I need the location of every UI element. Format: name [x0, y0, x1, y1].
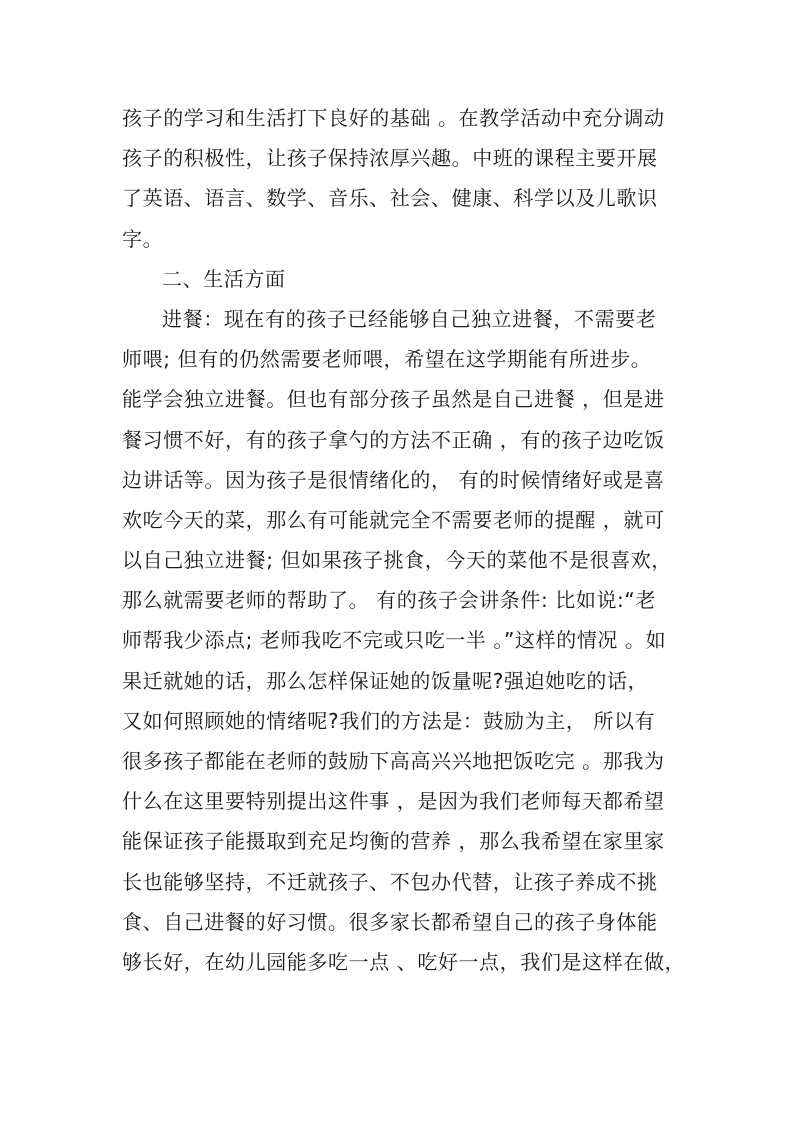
text-line: 餐习惯不好，有的孩子拿勺的方法不正确 ，有的孩子边吃饭 [122, 427, 665, 452]
text-line: 够长好，在幼儿园能多吃一点 、吃好一点，我们是这样在做， [122, 949, 686, 974]
text-line: 师喂; 但有的仍然需要老师喂，希望在这学期能有所进步。 [122, 347, 652, 372]
text-line: 又如何照顾她的情绪呢?我们的方法是：鼓励为主， 所以有 [122, 708, 656, 733]
text-line: 能保证孩子能摄取到充足均衡的营养 ，那么我希望在家里家 [122, 829, 665, 854]
text-line: 师帮我少添点; 老师我吃不完或只吃一半 。”这样的情况 。如 [122, 628, 667, 653]
text-line: 很多孩子都能在老师的鼓励下高高兴兴地把饭吃完 。那我为 [122, 749, 665, 773]
text-line: 字。 [122, 226, 164, 251]
text-line: 欢吃今天的菜，那么有可能就完全不需要老师的提醒 ，就可 [122, 507, 665, 532]
text-line: 果迁就她的话，那么怎样保证她的饭量呢?强迫她吃的话， [122, 668, 649, 693]
paragraph-first-line: 进餐：现在有的孩子已经能够自己独立进餐，不需要老 [162, 306, 657, 331]
text-line: 了英语、语言、数学、音乐、社会、健康、科学以及儿歌识 [122, 186, 658, 211]
text-line: 以自己独立进餐; 但如果孩子挑食，今天的菜他不是很喜欢， [122, 548, 672, 573]
text-line: 那么就需要老师的帮助了。 有的孩子会讲条件: 比如说:“老 [122, 588, 656, 613]
body-text [122, 98, 686, 982]
text-line: 孩子的积极性，让孩子保持浓厚兴趣。中班的课程主要开展 [122, 146, 658, 171]
text-line: 什么在这里要特别提出这件事 ，是因为我们老师每天都希望 [122, 789, 665, 814]
text-line: 边讲话等。因为孩子是很情绪化的， 有的时候情绪好或是喜 [122, 467, 665, 492]
text-line: 长也能够坚持，不迁就孩子、不包办代替，让孩子养成不挑 [122, 869, 658, 894]
text-line: 食、自己进餐的好习惯。很多家长都希望自己的孩子身体能 [122, 909, 658, 934]
section-heading: 二、生活方面 [162, 266, 286, 291]
text-line: 孩子的学习和生活打下良好的基础 。在教学活动中充分调动 [122, 106, 665, 130]
text-line: 能学会独立进餐。但也有部分孩子虽然是自己进餐 ，但是进 [122, 387, 665, 412]
